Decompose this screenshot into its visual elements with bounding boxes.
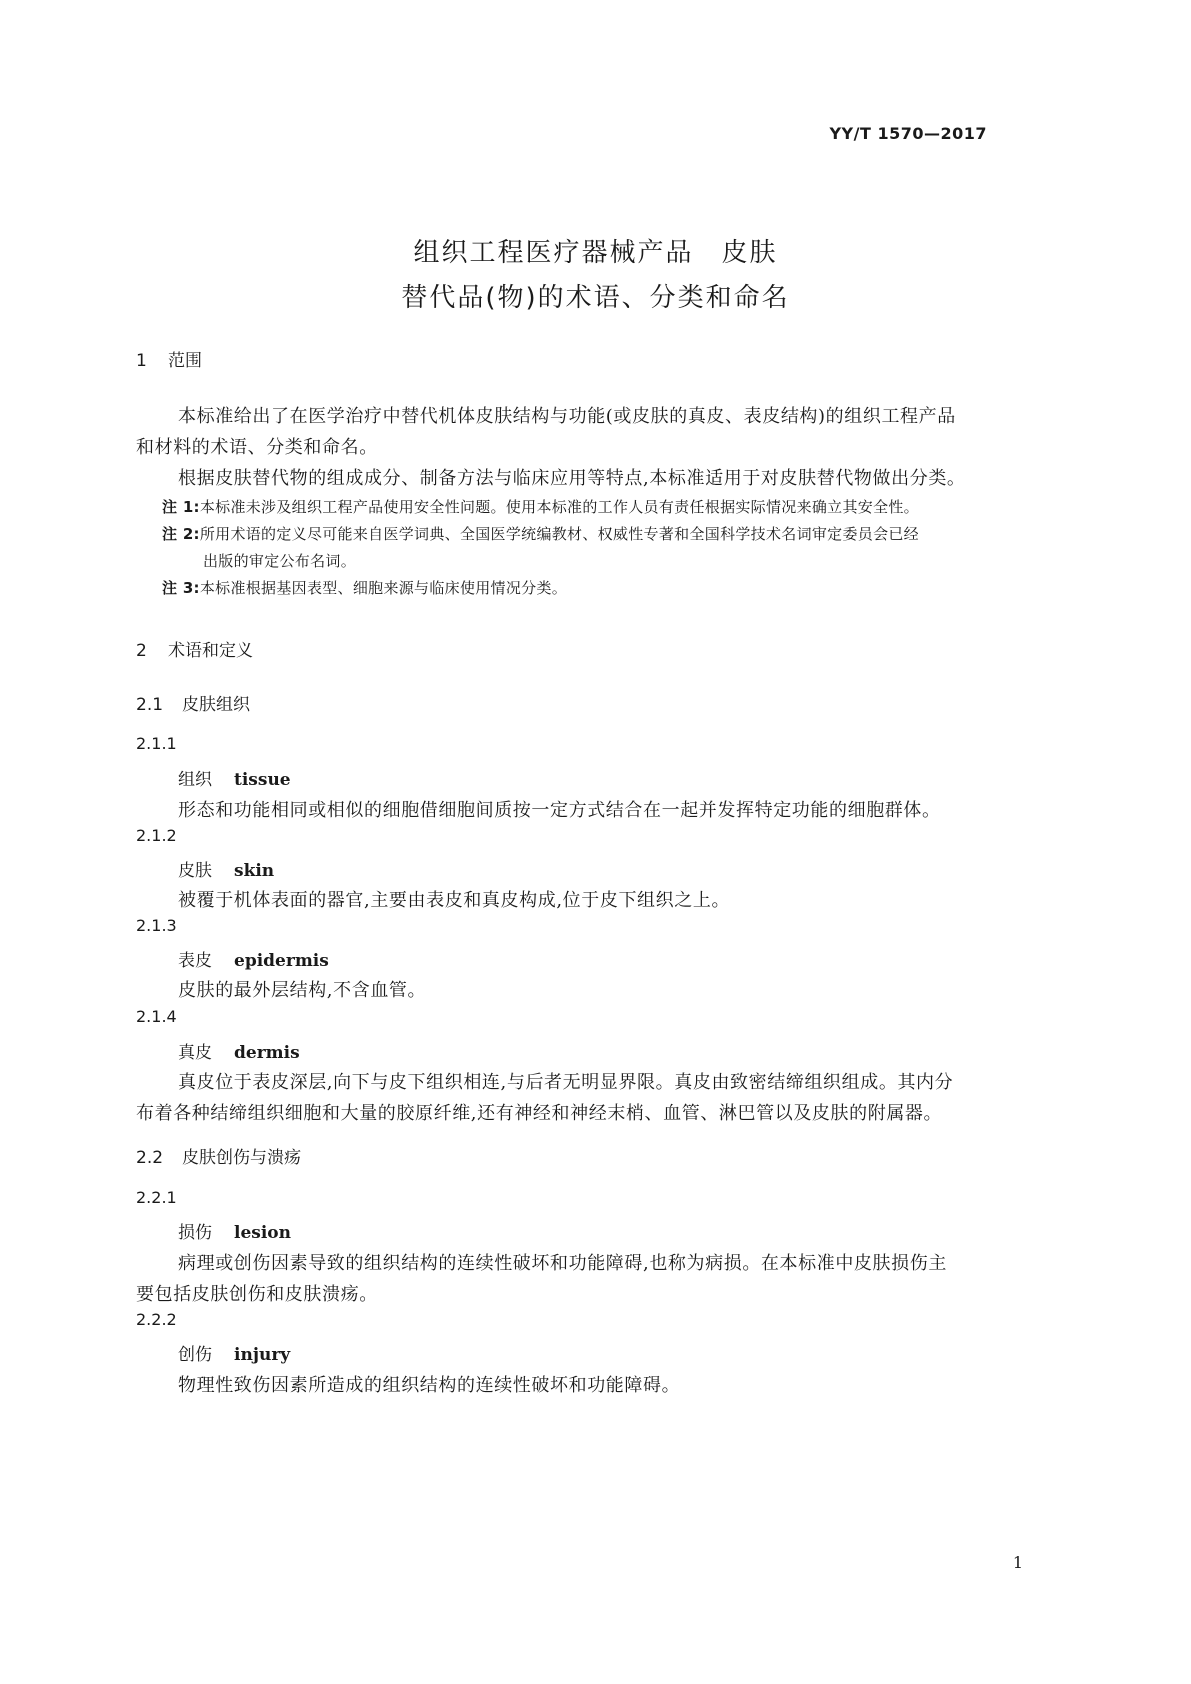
term-definition-continued: 布着各种结缔组织细胞和大量的胶原纤维,还有神经和神经末梢、血管、淋巴管以及皮肤的附属器。 [136,1103,943,1124]
section-title: 范围 [168,351,202,371]
term-zh: 皮肤 [178,861,212,881]
subsection-2-1-heading [136,690,250,715]
term-number: 2.1.3 [136,916,177,935]
term-en: epidermis [234,951,329,971]
term-en: dermis [234,1043,300,1063]
note-3 [162,577,567,598]
term-definition: 物理性致伤因素所造成的组织结构的连续性破坏和功能障碍。 [178,1375,681,1396]
term-heading [178,856,274,881]
term-definition: 真皮位于表皮深层,向下与皮下组织相连,与后者无明显界限。真皮由致密结缔组织组成。其内分 [178,1072,954,1093]
term-definition: 皮肤的最外层结构,不含血管。 [178,980,427,1001]
term-definition: 病理或创伤因素导致的组织结构的连续性破坏和功能障碍,也称为病损。在本标准中皮肤损伤主 [178,1253,947,1274]
note-2 [162,523,919,544]
paragraph-scope-1a: 本标准给出了在医学治疗中替代机体皮肤结构与功能(或皮肤的真皮、表皮结构)的组织工程产品 [178,406,956,427]
note-text: 本标准根据基因表型、细胞来源与临床使用情况分类。 [199,579,568,597]
note-text: 本标准未涉及组织工程产品使用安全性问题。使用本标准的工作人员有责任根据实际情况来确立其安全性。 [199,498,919,516]
subsection-2-2-heading [136,1143,301,1168]
subsection-number: 2.1 [136,695,164,715]
paragraph-scope-2: 根据皮肤替代物的组成成分、制备方法与临床应用等特点,本标准适用于对皮肤替代物做出分类。 [178,468,966,489]
section-number: 2 [136,641,147,661]
note-label: 注 1: [162,498,200,516]
section-1-heading [136,346,202,371]
note-text: 所用术语的定义尽可能来自医学词典、全国医学统编教材、权威性专著和全国科学技术名词审定委员会已经 [199,525,919,543]
term-zh: 损伤 [178,1223,212,1243]
paragraph-scope-1b: 和材料的术语、分类和命名。 [136,437,378,458]
term-zh: 表皮 [178,951,212,971]
term-zh: 创伤 [178,1345,212,1365]
term-en: lesion [234,1223,292,1243]
term-number: 2.1.4 [136,1007,177,1026]
note-label: 注 3: [162,579,200,597]
note-label: 注 2: [162,525,200,543]
document-title-line2: 替代品(物)的术语、分类和命名 [401,283,790,313]
note-1 [162,496,919,517]
section-title: 术语和定义 [168,641,253,661]
term-heading [178,1340,290,1365]
section-number: 1 [136,351,147,371]
term-zh: 组织 [178,770,212,790]
term-heading [178,1038,300,1063]
term-number: 2.1.2 [136,826,177,845]
subsection-title: 皮肤组织 [182,695,250,715]
term-en: injury [234,1345,291,1365]
term-definition: 被覆于机体表面的器官,主要由表皮和真皮构成,位于皮下组织之上。 [178,890,731,911]
term-number: 2.2.1 [136,1188,177,1207]
term-definition-continued: 要包括皮肤创伤和皮肤溃疡。 [136,1284,378,1305]
term-en: skin [234,861,275,881]
term-number: 2.1.1 [136,734,177,753]
term-heading [178,1218,291,1243]
page-number: 1 [1012,1553,1023,1572]
term-heading [178,765,291,790]
section-2-heading [136,636,253,661]
subsection-title: 皮肤创伤与溃疡 [182,1148,301,1168]
term-en: tissue [234,770,291,790]
term-number: 2.2.2 [136,1310,177,1329]
document-title-line1: 组织工程医疗器械产品 皮肤 [413,238,778,268]
term-heading [178,946,329,971]
subsection-number: 2.2 [136,1148,164,1168]
standard-code: YY/T 1570—2017 [829,124,987,143]
term-definition: 形态和功能相同或相似的细胞借细胞间质按一定方式结合在一起并发挥特定功能的细胞群体。 [178,800,941,821]
note-2-continued: 出版的审定公布名词。 [203,552,357,570]
term-zh: 真皮 [178,1043,212,1063]
